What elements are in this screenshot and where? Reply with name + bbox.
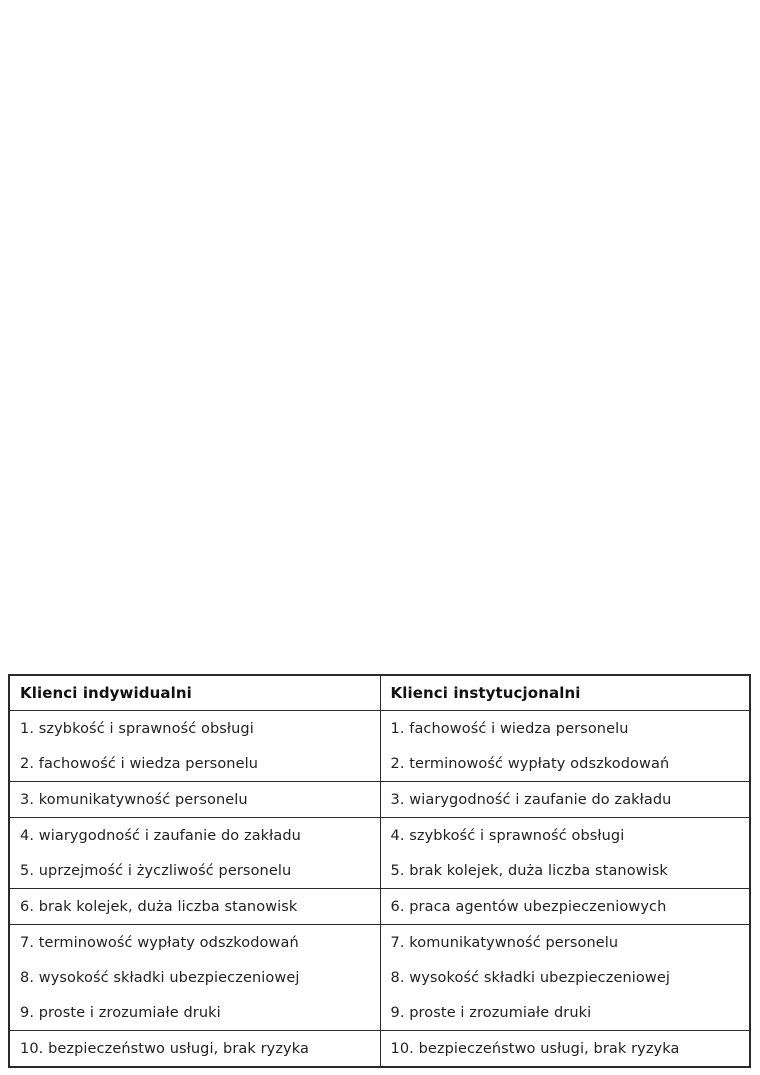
cell-institutional: 6. praca agentów ubezpieczeniowych — [380, 889, 750, 925]
cell-institutional: 5. brak kolejek, duża liczba stanowisk — [380, 853, 750, 889]
table-row — [9, 889, 750, 925]
client-criteria-table — [8, 674, 751, 1068]
table-row — [9, 782, 750, 818]
table-row — [9, 853, 750, 889]
table-row — [9, 818, 750, 854]
cell-individual: 8. wysokość składki ubezpieczeniowej — [9, 960, 380, 995]
table-row — [9, 746, 750, 782]
header-individual-clients: Klienci indywidualni — [9, 675, 380, 711]
cell-institutional: 2. terminowość wypłaty odszkodowań — [380, 746, 750, 782]
cell-individual: 7. terminowość wypłaty odszkodowań — [9, 925, 380, 961]
cell-individual: 4. wiarygodność i zaufanie do zakładu — [9, 818, 380, 854]
table-row — [9, 960, 750, 995]
cell-individual: 5. uprzejmość i życzliwość personelu — [9, 853, 380, 889]
cell-individual: 10. bezpieczeństwo usługi, brak ryzyka — [9, 1031, 380, 1068]
cell-individual: 9. proste i zrozumiałe druki — [9, 995, 380, 1031]
cell-institutional: 3. wiarygodność i zaufanie do zakładu — [380, 782, 750, 818]
table-row — [9, 925, 750, 961]
header-row — [9, 675, 750, 711]
table-row — [9, 995, 750, 1031]
table-row — [9, 1031, 750, 1068]
table-row — [9, 711, 750, 747]
cell-institutional: 4. szybkość i sprawność obsługi — [390, 827, 625, 844]
cell-individual: 3. komunikatywność personelu — [9, 782, 380, 818]
cell-institutional: 7. komunikatywność personelu — [390, 934, 619, 951]
cell-institutional: 9. proste i zrozumiałe druki — [380, 995, 750, 1031]
cell-individual: 1. szybkość i sprawność obsługi — [9, 711, 380, 747]
cell-individual: 2. fachowość i wiedza personelu — [9, 746, 380, 782]
cell-institutional: 8. wysokość składki ubezpieczeniowej — [390, 969, 670, 986]
cell-institutional: 1. fachowość i wiedza personelu — [390, 720, 629, 737]
cell-individual: 6. brak kolejek, duża liczba stanowisk — [9, 889, 380, 925]
cell-institutional: 10. bezpieczeństwo usługi, brak ryzyka — [390, 1040, 680, 1057]
header-institutional-clients: Klienci instytucjonalni — [380, 675, 750, 711]
